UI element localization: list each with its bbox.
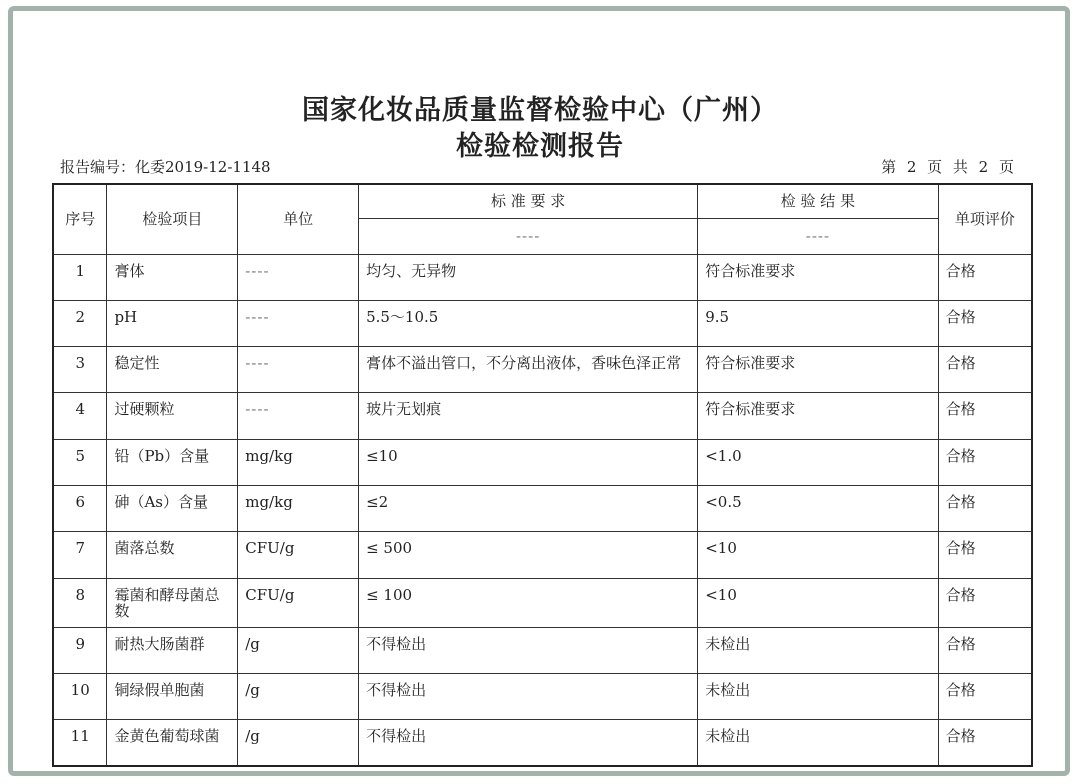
cell-standard: ≤ 500 xyxy=(359,532,698,578)
report-title: 国家化妆品质量监督检验中心（广州） xyxy=(302,95,778,126)
cell-eval: 合格 xyxy=(938,439,1032,485)
cell-item: 耐热大肠菌群 xyxy=(107,627,238,673)
cell-standard: 不得检出 xyxy=(359,720,698,766)
table-row xyxy=(53,627,1032,673)
report-subtitle: 检验检测报告 xyxy=(456,131,624,162)
header-result: 检 验 结 果 xyxy=(698,184,938,218)
cell-standard: 5.5～10.5 xyxy=(359,300,698,346)
cell-result: 未检出 xyxy=(698,627,938,673)
cell-eval: 合格 xyxy=(938,485,1032,531)
cell-item: 铅（Pb）含量 xyxy=(107,439,238,485)
cell-no: 11 xyxy=(53,720,107,766)
cell-eval: 合格 xyxy=(938,254,1032,300)
table-row xyxy=(53,673,1032,719)
cell-standard: ≤ 100 xyxy=(359,578,698,627)
table-row xyxy=(53,485,1032,531)
cell-unit: mg/kg xyxy=(238,485,359,531)
cell-no: 2 xyxy=(53,300,107,346)
cell-standard: 均匀、无异物 xyxy=(359,254,698,300)
cell-unit: ---- xyxy=(238,300,359,346)
header-standard: 标 准 要 求 xyxy=(359,184,698,218)
cell-result: <10 xyxy=(698,578,938,627)
cell-unit: CFU/g xyxy=(238,578,359,627)
cell-item: pH xyxy=(107,300,238,346)
cell-item: 菌落总数 xyxy=(107,532,238,578)
cell-eval: 合格 xyxy=(938,578,1032,627)
cell-standard: ≤10 xyxy=(359,439,698,485)
header-no: 序号 xyxy=(53,184,107,254)
table-row xyxy=(53,532,1032,578)
cell-result: 9.5 xyxy=(698,300,938,346)
cell-result: <1.0 xyxy=(698,439,938,485)
cell-unit: /g xyxy=(238,720,359,766)
cell-unit: ---- xyxy=(238,254,359,300)
cell-no: 4 xyxy=(53,393,107,439)
cell-result: 符合标准要求 xyxy=(698,347,938,393)
cell-result: <10 xyxy=(698,532,938,578)
cell-item: 铜绿假单胞菌 xyxy=(107,673,238,719)
table-row xyxy=(53,300,1032,346)
cell-eval: 合格 xyxy=(938,347,1032,393)
header-eval: 单项评价 xyxy=(938,184,1032,254)
table-row xyxy=(53,439,1032,485)
cell-no: 9 xyxy=(53,627,107,673)
cell-item: 金黄色葡萄球菌 xyxy=(107,720,238,766)
header-result-sub: ---- xyxy=(698,218,938,254)
cell-item: 砷（As）含量 xyxy=(107,485,238,531)
cell-eval: 合格 xyxy=(938,393,1032,439)
cell-eval: 合格 xyxy=(938,300,1032,346)
cell-no: 5 xyxy=(53,439,107,485)
cell-no: 10 xyxy=(53,673,107,719)
cell-no: 3 xyxy=(53,347,107,393)
cell-standard: 不得检出 xyxy=(359,627,698,673)
table-row xyxy=(53,578,1032,627)
cell-item: 膏体 xyxy=(107,254,238,300)
cell-no: 1 xyxy=(53,254,107,300)
cell-no: 8 xyxy=(53,578,107,627)
cell-eval: 合格 xyxy=(938,673,1032,719)
cell-no: 7 xyxy=(53,532,107,578)
cell-unit: /g xyxy=(238,673,359,719)
page-info: 第 2 页 共 2 页 xyxy=(881,158,1014,176)
table-row xyxy=(53,254,1032,300)
table-row xyxy=(53,720,1032,766)
cell-standard: 玻片无划痕 xyxy=(359,393,698,439)
cell-item: 霉菌和酵母菌总数 xyxy=(107,578,238,627)
cell-eval: 合格 xyxy=(938,720,1032,766)
cell-item: 稳定性 xyxy=(107,347,238,393)
cell-result: 符合标准要求 xyxy=(698,393,938,439)
results-table xyxy=(52,183,1033,767)
cell-item: 过硬颗粒 xyxy=(107,393,238,439)
header-unit: 单位 xyxy=(238,184,359,254)
table-row xyxy=(53,347,1032,393)
cell-unit: mg/kg xyxy=(238,439,359,485)
cell-unit: /g xyxy=(238,627,359,673)
header-item: 检验项目 xyxy=(107,184,238,254)
cell-result: 未检出 xyxy=(698,673,938,719)
cell-eval: 合格 xyxy=(938,627,1032,673)
cell-unit: CFU/g xyxy=(238,532,359,578)
cell-no: 6 xyxy=(53,485,107,531)
cell-standard: 膏体不溢出管口，不分离出液体，香味色泽正常 xyxy=(359,347,698,393)
header-standard-sub: ---- xyxy=(359,218,698,254)
report-number: 报告编号：化委2019-12-1148 xyxy=(60,158,271,176)
cell-result: 未检出 xyxy=(698,720,938,766)
cell-unit: ---- xyxy=(238,393,359,439)
cell-standard: 不得检出 xyxy=(359,673,698,719)
cell-result: <0.5 xyxy=(698,485,938,531)
cell-unit: ---- xyxy=(238,347,359,393)
cell-eval: 合格 xyxy=(938,532,1032,578)
cell-result: 符合标准要求 xyxy=(698,254,938,300)
table-row xyxy=(53,393,1032,439)
cell-standard: ≤2 xyxy=(359,485,698,531)
